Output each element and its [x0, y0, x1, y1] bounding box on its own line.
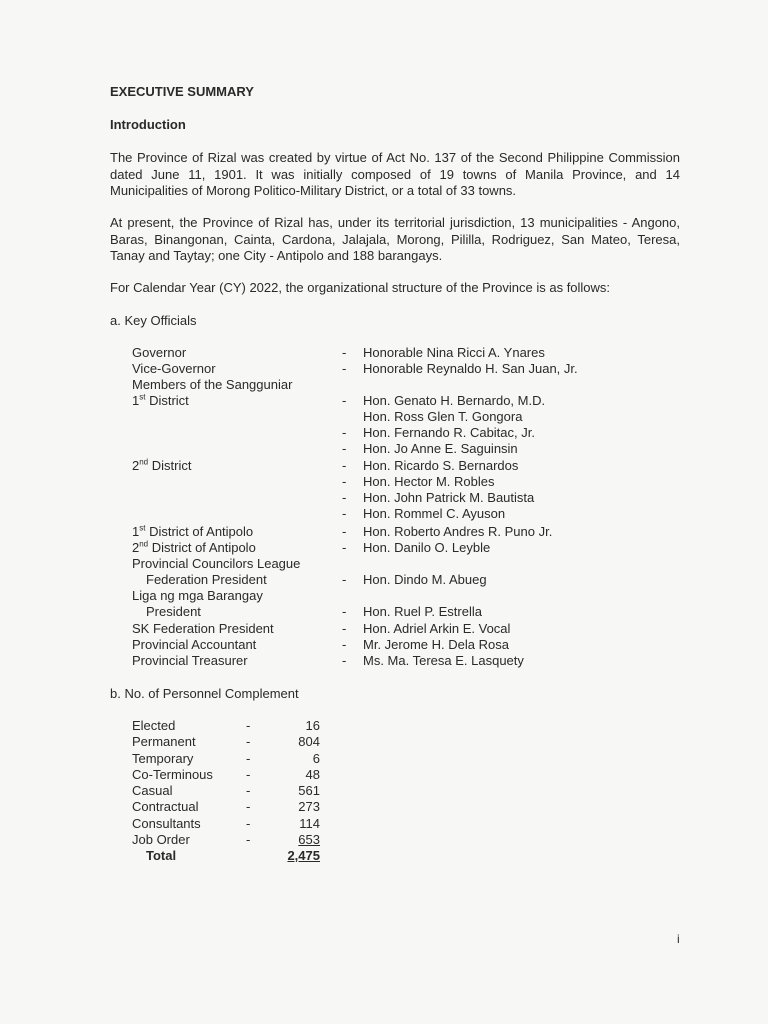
name-d2-1: Hon. Hector M. Robles [363, 474, 495, 489]
dash: - [246, 783, 251, 798]
dash: - [342, 458, 347, 473]
personnel-label: Co-Terminous [132, 767, 213, 782]
antipolo-2-text: District of Antipolo [148, 540, 256, 555]
dash: - [342, 621, 347, 636]
name-liga: Hon. Ruel P. Estrella [363, 604, 482, 619]
name-d2-0: Hon. Ricardo S. Bernardos [363, 458, 519, 473]
personnel-value: 273 [298, 799, 320, 814]
role-sk: SK Federation President [132, 621, 274, 636]
paragraph-jurisdiction: At present, the Province of Rizal has, under its territorial jurisdiction, 13 municipalities - Angono, Baras, Binangonan, Cainta, Cardona, Jalajala, Morong, Pililla, Rodriguez, San Mateo, Teresa, Tanay and Taytay; one City - Antipolo and 188 barangays. [110, 215, 680, 263]
personnel-label: Consultants [132, 816, 201, 831]
personnel-label: Permanent [132, 734, 196, 749]
district-1-text: District [145, 393, 189, 408]
dash: - [246, 816, 251, 831]
dash: - [342, 441, 347, 456]
name-d1-2: Hon. Fernando R. Cabitac, Jr. [363, 425, 535, 440]
dash: - [342, 637, 347, 652]
antipolo-2-num: 2 [132, 540, 140, 555]
role-liga-line1: Liga ng mga Barangay [132, 588, 263, 603]
personnel-label: Job Order [132, 832, 190, 847]
paragraph-structure: For Calendar Year (CY) 2022, the organizational structure of the Province is as follows: [110, 280, 611, 295]
role-antipolo-2 [132, 540, 256, 556]
personnel-label: Casual [132, 783, 173, 798]
role-treasurer: Provincial Treasurer [132, 653, 248, 668]
personnel-label: Temporary [132, 751, 194, 766]
dash: - [246, 767, 251, 782]
role-district-2 [132, 458, 191, 474]
dash: - [246, 832, 251, 847]
district-2-text: District [148, 458, 192, 473]
role-district-1 [132, 393, 189, 409]
dash: - [342, 653, 347, 668]
dash: - [342, 524, 347, 539]
role-vice-governor: Vice-Governor [132, 361, 216, 376]
dash: - [342, 540, 347, 555]
role-pcl-line2: Federation President [146, 572, 267, 587]
paragraph-history: The Province of Rizal was created by virtue of Act No. 137 of the Second Philippine Commission dated June 11, 1901. It was initially composed of 19 towns of Manila Province, and 14 Municipalities of Morong Politico-Military District, or a total of 33 towns. [110, 150, 680, 198]
district-1-sup: st [139, 392, 146, 402]
personnel-total-value: 2,475 [287, 848, 320, 863]
personnel-label: Elected [132, 718, 176, 733]
personnel-total-label: Total [146, 848, 177, 863]
antipolo-1-num: 1 [132, 524, 140, 539]
personnel-value: 804 [298, 734, 320, 749]
name-antipolo-1: Hon. Roberto Andres R. Puno Jr. [363, 524, 553, 539]
name-d2-2: Hon. John Patrick M. Bautista [363, 490, 535, 505]
section-a-title: a. Key Officials [110, 313, 197, 328]
personnel-value: 114 [299, 816, 320, 831]
role-antipolo-1 [132, 524, 253, 540]
personnel-value: 16 [305, 718, 320, 733]
district-1-num: 1 [132, 393, 140, 408]
district-2-num: 2 [132, 458, 140, 473]
dash: - [246, 734, 251, 749]
role-accountant: Provincial Accountant [132, 637, 257, 652]
dash: - [246, 718, 251, 733]
role-pcl-line1: Provincial Councilors League [132, 556, 301, 571]
name-vice-governor: Honorable Reynaldo H. San Juan, Jr. [363, 361, 578, 376]
name-pcl: Hon. Dindo M. Abueg [363, 572, 487, 587]
antipolo-2-sup: nd [139, 539, 149, 549]
personnel-value: 561 [298, 783, 320, 798]
name-antipolo-2: Hon. Danilo O. Leyble [363, 540, 491, 555]
personnel-value: 48 [305, 767, 320, 782]
name-d2-3: Hon. Rommel C. Ayuson [363, 506, 506, 521]
role-liga-line2: President [146, 604, 201, 619]
antipolo-1-sup: st [139, 523, 146, 533]
dash: - [246, 751, 251, 766]
name-d1-1: Hon. Ross Glen T. Gongora [363, 409, 523, 424]
name-sk: Hon. Adriel Arkin E. Vocal [363, 621, 511, 636]
dash: - [342, 604, 347, 619]
name-governor: Honorable Nina Ricci A. Ynares [363, 345, 545, 360]
page-number: i [677, 932, 680, 946]
dash: - [246, 799, 251, 814]
dash: - [342, 393, 347, 408]
dash: - [342, 345, 347, 360]
dash: - [342, 490, 347, 505]
name-d1-3: Hon. Jo Anne E. Saguinsin [363, 441, 518, 456]
name-treasurer: Ms. Ma. Teresa E. Lasquety [363, 653, 524, 668]
personnel-value: 653 [298, 832, 320, 847]
district-2-sup: nd [139, 457, 149, 467]
antipolo-1-text: District of Antipolo [145, 524, 254, 539]
role-members: Members of the Sangguniar [132, 377, 293, 392]
page-heading: EXECUTIVE SUMMARY [110, 84, 254, 99]
dash: - [342, 361, 347, 376]
role-governor: Governor [132, 345, 187, 360]
dash: - [342, 506, 347, 521]
section-heading-introduction: Introduction [110, 117, 186, 132]
section-b-title: b. No. of Personnel Complement [110, 686, 299, 701]
name-accountant: Mr. Jerome H. Dela Rosa [363, 637, 509, 652]
personnel-value: 6 [312, 751, 320, 766]
personnel-label: Contractual [132, 799, 199, 814]
name-d1-0: Hon. Genato H. Bernardo, M.D. [363, 393, 546, 408]
dash: - [342, 474, 347, 489]
dash: - [342, 425, 347, 440]
dash: - [342, 572, 347, 587]
